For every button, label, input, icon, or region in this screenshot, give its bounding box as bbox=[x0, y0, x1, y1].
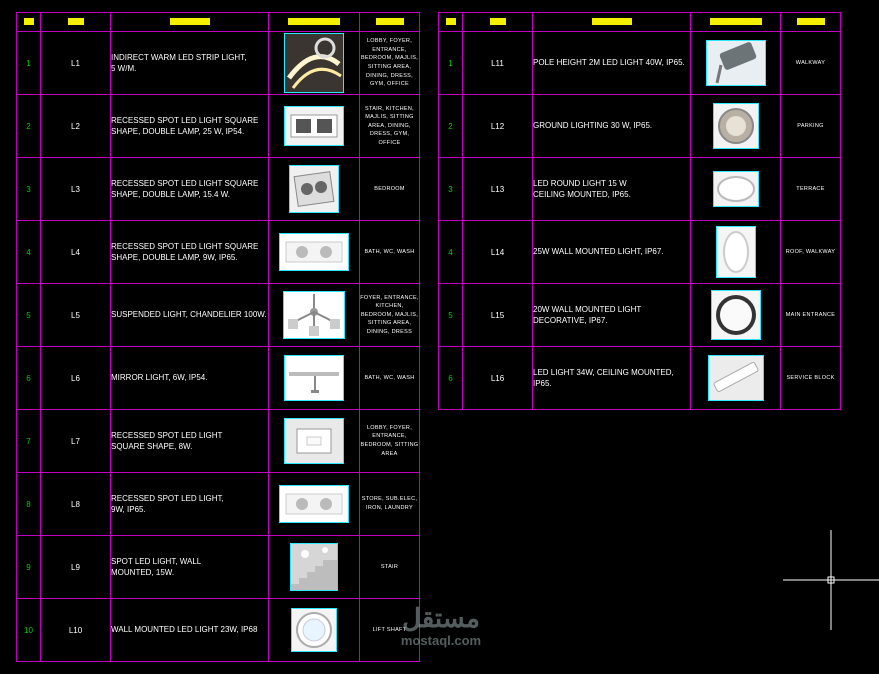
fixture-description: RECESSED SPOT LED LIGHT SQUARE SHAPE, DOUBLE LAMP, 25 W, IP54. bbox=[111, 95, 269, 158]
fixture-description: POLE HEIGHT 2M LED LIGHT 40W, IP65. bbox=[533, 32, 691, 95]
fixture-image-cell bbox=[269, 410, 360, 473]
fixture-image-cell bbox=[269, 347, 360, 410]
table-row bbox=[17, 32, 420, 95]
fixture-location: ROOF, WALKWAY bbox=[781, 221, 841, 284]
fixture-image-cell bbox=[269, 284, 360, 347]
linear-ceiling-light-icon bbox=[708, 355, 764, 401]
square-double-spot-icon bbox=[289, 165, 339, 213]
table-row bbox=[439, 347, 841, 410]
fixture-code: L4 bbox=[41, 221, 111, 284]
double-spot-white-icon bbox=[279, 233, 349, 271]
fixture-image-cell bbox=[691, 347, 781, 410]
lighting-schedule-table-right bbox=[438, 12, 841, 410]
led-strip-icon bbox=[284, 33, 344, 93]
row-number: 5 bbox=[17, 284, 41, 347]
fixture-description: GROUND LIGHTING 30 W, IP65. bbox=[533, 95, 691, 158]
fixture-location: BATH, WC, WASH bbox=[360, 347, 420, 410]
fixture-location: STAIR, KITCHEN, MAJLIS, SITTING AREA, DINING, DRESS, GYM, OFFICE bbox=[360, 95, 420, 158]
fixture-code: L8 bbox=[41, 473, 111, 536]
fixture-location: LOBBY, FOYER, ENTRANCE, BEDROOM, MAJLIS, SITTING AREA, DINING, DRESS, GYM, OFFICE bbox=[360, 32, 420, 95]
fixture-description: 20W WALL MOUNTED LIGHT DECORATIVE, IP67. bbox=[533, 284, 691, 347]
double-spot-white-icon bbox=[279, 485, 349, 523]
header-cell-code bbox=[463, 13, 533, 32]
table-row bbox=[17, 284, 420, 347]
round-ceiling-light-icon bbox=[713, 171, 759, 207]
cad-crosshair-cursor[interactable] bbox=[783, 530, 879, 630]
fixture-description: MIRROR LIGHT, 6W, IP54. bbox=[111, 347, 269, 410]
double-recessed-light-icon bbox=[284, 106, 344, 146]
fixture-image-cell bbox=[691, 284, 781, 347]
fixture-image-cell bbox=[269, 599, 360, 662]
fixture-image-cell bbox=[269, 158, 360, 221]
fixture-code: L1 bbox=[41, 32, 111, 95]
header-cell-image bbox=[269, 13, 360, 32]
fixture-code: L14 bbox=[463, 221, 533, 284]
table-header-row bbox=[439, 13, 841, 32]
fixture-code: L16 bbox=[463, 347, 533, 410]
row-number: 2 bbox=[17, 95, 41, 158]
fixture-code: L5 bbox=[41, 284, 111, 347]
row-number: 4 bbox=[17, 221, 41, 284]
fixture-description: 25W WALL MOUNTED LIGHT, IP67. bbox=[533, 221, 691, 284]
table-row bbox=[17, 536, 420, 599]
header-cell-image bbox=[691, 13, 781, 32]
fixture-image-cell bbox=[691, 32, 781, 95]
fixture-location: WALKWAY bbox=[781, 32, 841, 95]
fixture-description: INDIRECT WARM LED STRIP LIGHT, 5 W/M. bbox=[111, 32, 269, 95]
row-number: 5 bbox=[439, 284, 463, 347]
fixture-image-cell bbox=[691, 158, 781, 221]
fixture-description: WALL MOUNTED LED LIGHT 23W, IP68 bbox=[111, 599, 269, 662]
fixture-code: L12 bbox=[463, 95, 533, 158]
table-row bbox=[439, 284, 841, 347]
row-number: 2 bbox=[439, 95, 463, 158]
header-cell-code bbox=[41, 13, 111, 32]
table-row bbox=[439, 221, 841, 284]
fixture-code: L11 bbox=[463, 32, 533, 95]
header-cell-no bbox=[439, 13, 463, 32]
fixture-location: BEDROOM bbox=[360, 158, 420, 221]
chandelier-icon bbox=[283, 291, 345, 339]
fixture-description: SPOT LED LIGHT, WALL MOUNTED, 15W. bbox=[111, 536, 269, 599]
row-number: 1 bbox=[439, 32, 463, 95]
table-row bbox=[439, 32, 841, 95]
row-number: 9 bbox=[17, 536, 41, 599]
fixture-image-cell bbox=[269, 536, 360, 599]
fixture-description: RECESSED SPOT LED LIGHT SQUARE SHAPE, DOUBLE LAMP, 15.4 W. bbox=[111, 158, 269, 221]
table-row bbox=[17, 599, 420, 662]
fixture-code: L7 bbox=[41, 410, 111, 473]
fixture-code: L9 bbox=[41, 536, 111, 599]
row-number: 4 bbox=[439, 221, 463, 284]
mirror-light-icon bbox=[284, 355, 344, 401]
table-row bbox=[17, 221, 420, 284]
table-row bbox=[439, 158, 841, 221]
fixture-code: L2 bbox=[41, 95, 111, 158]
table-row bbox=[17, 95, 420, 158]
row-number: 10 bbox=[17, 599, 41, 662]
table-header-row bbox=[17, 13, 420, 32]
header-cell-location bbox=[781, 13, 841, 32]
fixture-image-cell bbox=[691, 221, 781, 284]
round-decorative-light-icon bbox=[711, 290, 761, 340]
fixture-image-cell bbox=[269, 95, 360, 158]
fixture-description: SUSPENDED LIGHT, CHANDELIER 100W. bbox=[111, 284, 269, 347]
fixture-image-cell bbox=[691, 95, 781, 158]
row-number: 6 bbox=[17, 347, 41, 410]
fixture-location: BATH, WC, WASH bbox=[360, 221, 420, 284]
header-cell-description bbox=[533, 13, 691, 32]
header-cell-description bbox=[111, 13, 269, 32]
pole-led-icon bbox=[706, 40, 766, 86]
stair-wall-light-icon bbox=[290, 543, 338, 591]
fixture-location: PARKING bbox=[781, 95, 841, 158]
header-cell-location bbox=[360, 13, 420, 32]
row-number: 8 bbox=[17, 473, 41, 536]
row-number: 7 bbox=[17, 410, 41, 473]
header-cell-no bbox=[17, 13, 41, 32]
fixture-image-cell bbox=[269, 473, 360, 536]
fixture-code: L13 bbox=[463, 158, 533, 221]
fixture-code: L6 bbox=[41, 347, 111, 410]
fixture-description: RECESSED SPOT LED LIGHT, 9W, IP65. bbox=[111, 473, 269, 536]
fixture-code: L15 bbox=[463, 284, 533, 347]
row-number: 3 bbox=[17, 158, 41, 221]
table-row bbox=[17, 158, 420, 221]
fixture-location: LOBBY, FOYER, ENTRANCE, BEDROOM, SITTING AREA bbox=[360, 410, 420, 473]
fixture-location: SERVICE BLOCK bbox=[781, 347, 841, 410]
fixture-location: STORE, SUB.ELEC, IRON, LAUNDRY bbox=[360, 473, 420, 536]
fixture-description: RECESSED SPOT LED LIGHT SQUARE SHAPE, 8W. bbox=[111, 410, 269, 473]
fixture-description: RECESSED SPOT LED LIGHT SQUARE SHAPE, DOUBLE LAMP, 9W, IP65. bbox=[111, 221, 269, 284]
lighting-schedule-table-left bbox=[16, 12, 420, 662]
fixture-location: LIFT SHAFT bbox=[360, 599, 420, 662]
watermark-logo bbox=[383, 603, 499, 663]
fixture-location: MAIN ENTRANCE bbox=[781, 284, 841, 347]
fixture-image-cell bbox=[269, 32, 360, 95]
fixture-description: LED LIGHT 34W, CEILING MOUNTED, IP65. bbox=[533, 347, 691, 410]
fixture-location: TERRACE bbox=[781, 158, 841, 221]
row-number: 1 bbox=[17, 32, 41, 95]
fixture-description: LED ROUND LIGHT 15 W CEILING MOUNTED, IP65. bbox=[533, 158, 691, 221]
fixture-code: L10 bbox=[41, 599, 111, 662]
fixture-location: STAIR bbox=[360, 536, 420, 599]
fixture-location: FOYER, ENTRANCE, KITCHEN, BEDROOM, MAJLIS, SITTING AREA, DINING, DRESS bbox=[360, 284, 420, 347]
table-row bbox=[17, 473, 420, 536]
row-number: 6 bbox=[439, 347, 463, 410]
fixture-image-cell bbox=[269, 221, 360, 284]
row-number: 3 bbox=[439, 158, 463, 221]
table-row bbox=[17, 410, 420, 473]
watermark-latin-text: mostaql.com bbox=[400, 633, 482, 648]
square-panel-icon bbox=[284, 418, 344, 464]
table-row bbox=[17, 347, 420, 410]
fixture-code: L3 bbox=[41, 158, 111, 221]
oval-wall-light-icon bbox=[716, 226, 756, 278]
table-row bbox=[439, 95, 841, 158]
watermark-arabic-text: مستقل bbox=[402, 603, 480, 633]
ground-light-icon bbox=[713, 103, 759, 149]
round-wall-light-icon bbox=[291, 608, 337, 652]
